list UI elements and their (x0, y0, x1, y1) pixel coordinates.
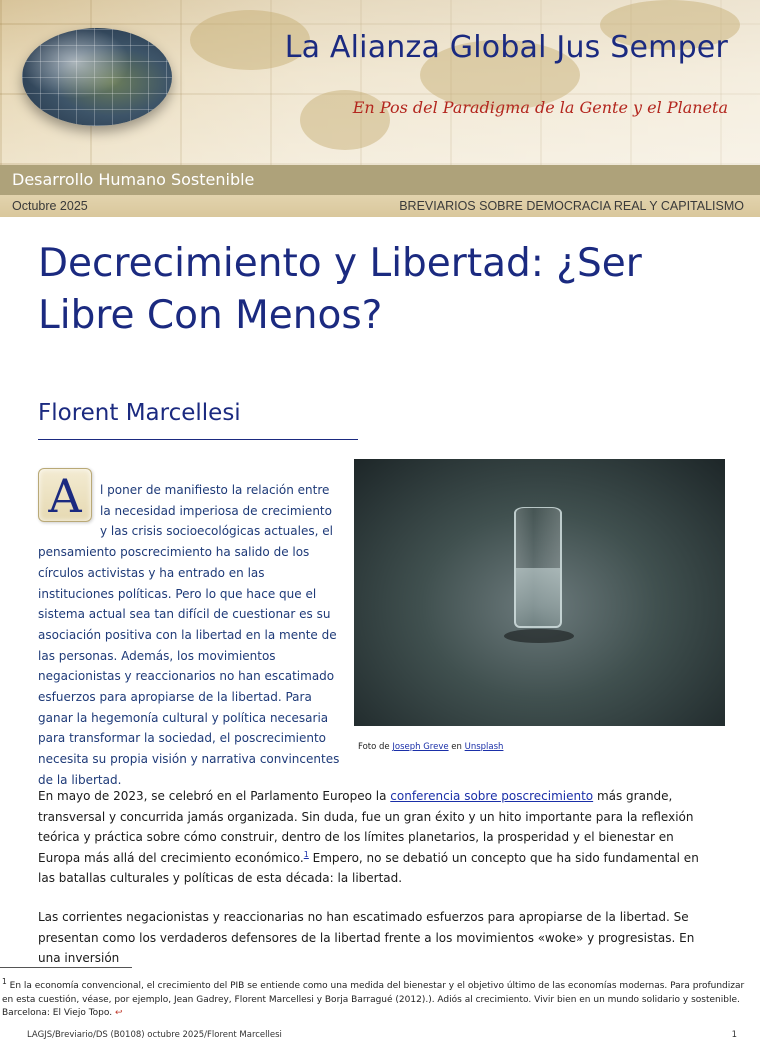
body-paragraph-2: Las corrientes negacionistas y reaccionarias no han escatimado esfuerzos para apropiarse de la libertad. Se presentan como los verdaderos defensores de la libertad frente a los movimientos «woke» y progresistas. En una inversión (38, 910, 695, 965)
caption-middle: en (448, 742, 465, 752)
caption-prefix: Foto de (358, 742, 393, 752)
p1-text-start: En mayo de 2023, se celebró en el Parlamento Europeo la (38, 789, 391, 803)
article-photo (354, 459, 725, 726)
return-arrow-icon[interactable]: ↩ (114, 1008, 123, 1018)
glass-water (516, 568, 560, 626)
author-divider (38, 439, 358, 440)
page-number: 1 (731, 1030, 737, 1040)
p1-text-end: Empero, no se debatió un concepto que ha sido fundamental en las batallas culturales y políticas de esta década: la libertad. (38, 850, 699, 885)
header-banner (0, 0, 760, 165)
footer-reference: LAGJS/Breviario/DS (B0108) octubre 2025/Florent Marcellesi (27, 1030, 282, 1040)
p1-text-middle: más grande, transversal y concurrida jamás organizada. Sin duda, fue un gran éxito y un hito importante para la reflexión teórica y práctica sobre cómo construir, dentro de los límites planetarios, la prosperidad y el bienestar en Europa más allá del crecimiento económico. (38, 789, 694, 865)
footnote-text: En la economía convencional, el crecimiento del PIB se entiende como una medida del bienestar y el objetivo último de las economías modernas. Para profundizar en esta cuestión, véase, por ejemplo, Jean Gadrey, Florent Marcellesi y Borja Barragué (2012).). Adiós al crecimiento. Vivir bien en un mundo solidario y sostenible. Barcelona: El Viejo Topo. (2, 981, 745, 1018)
footnote-ref[interactable]: 1 (303, 849, 309, 859)
globe-logo (22, 28, 172, 126)
footnote-marker: 1 (2, 977, 7, 986)
site-tagline: En Pos del Paradigma de la Gente y el Planeta (352, 98, 728, 117)
site-title[interactable]: La Alianza Global Jus Semper (284, 30, 728, 65)
issue-date: Octubre 2025 (12, 199, 88, 213)
author-name: Florent Marcellesi (38, 400, 241, 426)
photo-caption (358, 742, 503, 752)
unsplash-link[interactable]: Unsplash (464, 742, 504, 752)
drop-cap: A (38, 468, 92, 522)
article-title: Decrecimiento y Libertad: ¿Ser Libre Con Menos? (38, 241, 642, 338)
lead-text: l poner de manifiesto la relación entre la necesidad imperiosa de crecimiento y las crisis socioecológicas actuales, el pensamiento poscrecimiento ha salido de los círculos activistas y ha entrado en las instituciones políticas. Pero lo que hace que el sistema actual sea tan difícil de cuestionar es su asociación positiva con la libertad en la mente de las personas. Además, los movimientos negacionistas y reaccionarios no han escatimado esfuerzos para apropiarse de la libertad. Para ganar la hegemonía cultural y política necesaria para transformar la sociedad, el poscrecimiento necesita su propia visión y narrativa convincentes de la libertad. (38, 483, 340, 787)
page-footer (27, 1030, 737, 1040)
body-paragraph-1 (38, 786, 718, 889)
footnote-divider (0, 967, 132, 968)
water-glass (514, 507, 562, 628)
section-label: Desarrollo Humano Sostenible (12, 170, 255, 189)
lead-paragraph (38, 469, 340, 791)
date-bar (0, 195, 760, 217)
footnote (2, 975, 752, 1021)
section-bar (0, 165, 760, 195)
series-label: BREVIARIOS SOBRE DEMOCRACIA REAL Y CAPITALISMO (399, 199, 744, 213)
glass-shadow (504, 629, 574, 643)
photographer-link[interactable]: Joseph Greve (392, 742, 449, 752)
conference-link[interactable]: conferencia sobre poscrecimiento (390, 789, 594, 803)
